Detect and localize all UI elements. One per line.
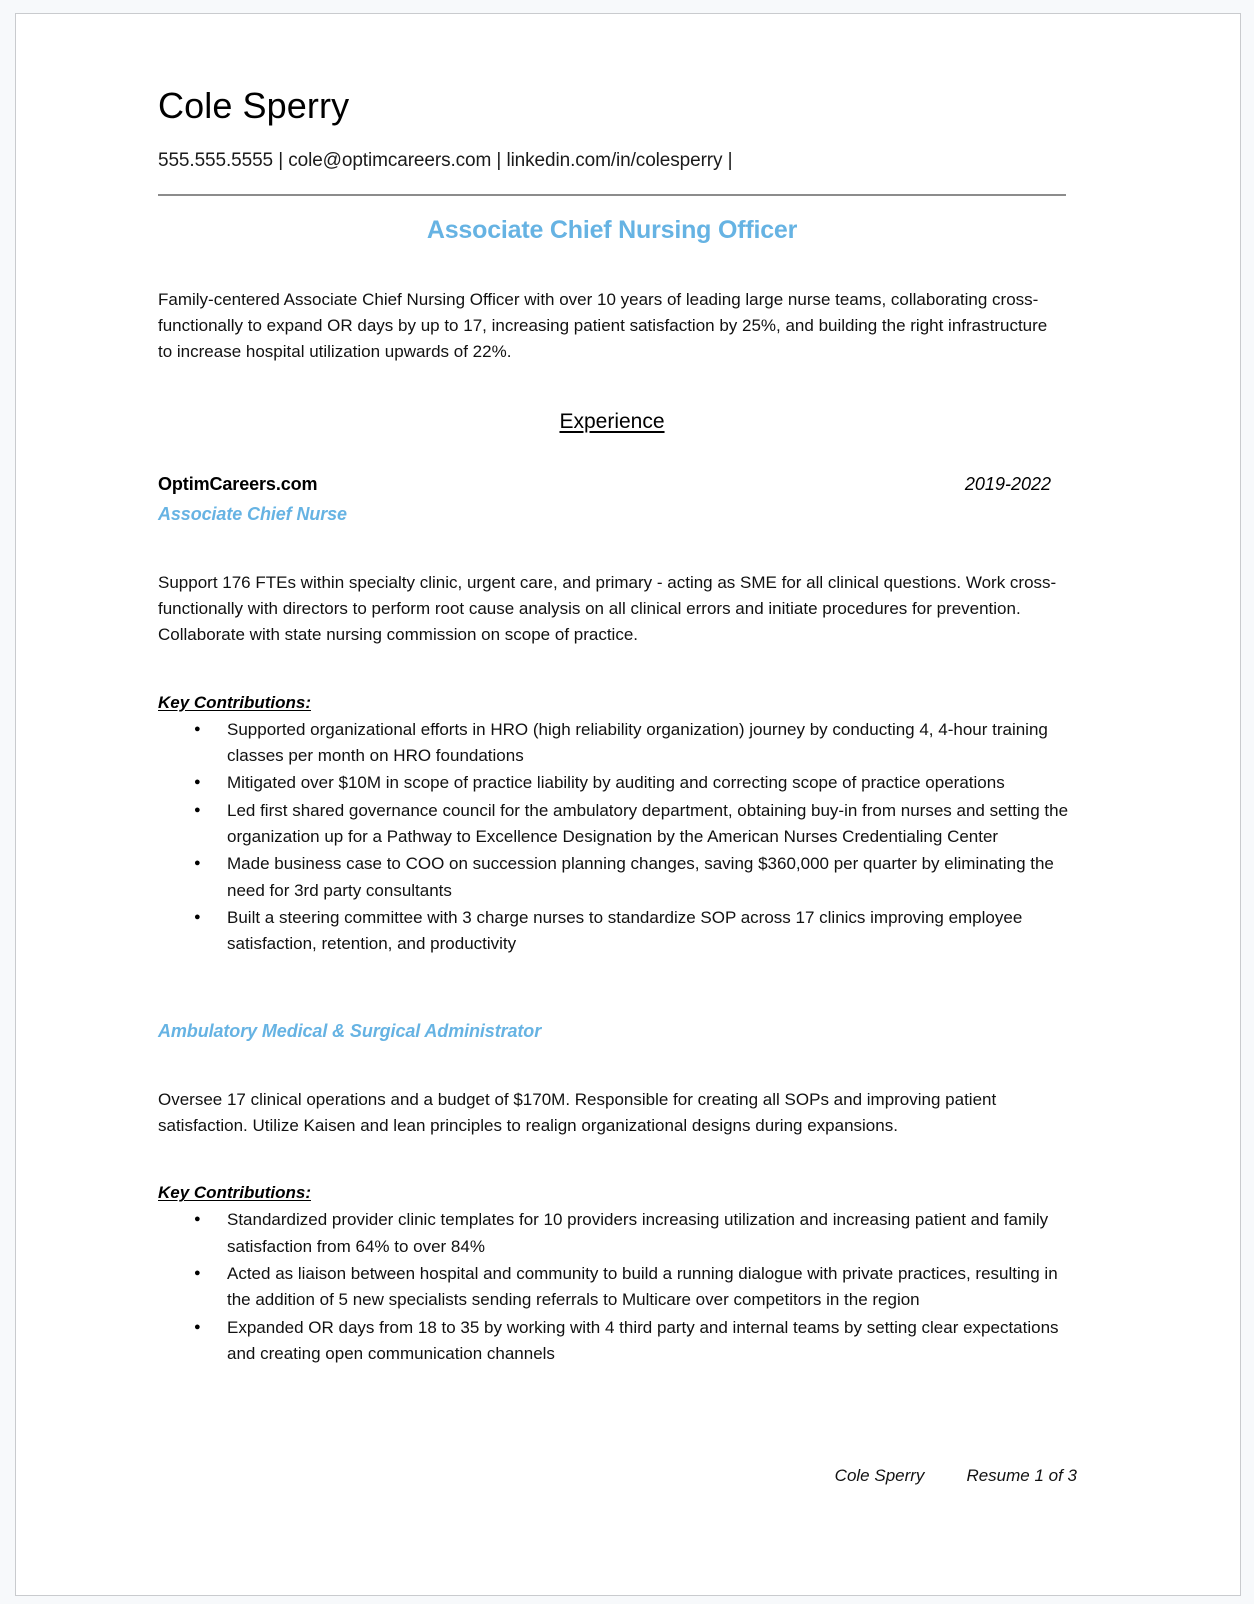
job-description: Oversee 17 clinical operations and a budget of $170M. Responsible for creating all SOPs and improving patient satisfaction. Utilize Kaisen and lean principles to realign organizational designs during expansions.	[158, 1089, 997, 1136]
page-footer	[16, 1466, 1242, 1486]
target-job-title: Associate Chief Nursing Officer	[426, 215, 798, 244]
section-spacer	[158, 959, 1078, 1003]
section-heading-experience: Experience	[559, 409, 665, 433]
list-item: ● Led first shared governance council for the ambulatory department, obtaining buy-in from nurses and setting the organization up for a Pathway to Excellence Designation by the American Nurses Credentialing Center	[194, 798, 1078, 851]
job-entry	[158, 1003, 1066, 1368]
job-dates: 2019-2022	[964, 473, 1051, 494]
candidate-name: Cole Sperry	[158, 85, 350, 126]
job-company: OptimCareers.com	[158, 473, 318, 494]
job-title: Associate Chief Nurse	[158, 503, 347, 524]
key-contributions-list	[158, 717, 1078, 958]
footer-page-label: Resume 1 of 3	[966, 1466, 1077, 1485]
list-item: ● Supported organizational efforts in HRO (high reliability organization) journey by conducting 4, 4-hour training classes per month on HRO foundations	[194, 717, 1078, 770]
key-contributions-label: Key Contributions:	[158, 692, 311, 712]
resume-content	[158, 14, 1078, 1369]
list-item: ● Standardized provider clinic templates for 10 providers increasing utilization and increasing patient and family satisfaction from 64% to over 84%	[194, 1207, 1078, 1260]
job-title: Ambulatory Medical & Surgical Administrator	[158, 1020, 542, 1041]
resume-page	[15, 13, 1241, 1596]
footer-name: Cole Sperry	[834, 1466, 925, 1485]
job-header-line	[158, 474, 1051, 495]
list-item: ● Mitigated over $10M in scope of practice liability by auditing and correcting scope of practice operations	[194, 770, 1078, 796]
contact-line: 555.555.5555 | cole@optimcareers.com | linkedin.com/in/colesperry |	[158, 149, 733, 171]
list-item: ● Made business case to COO on succession planning changes, saving $360,000 per quarter by eliminating the need for 3rd party consultants	[194, 851, 1078, 904]
professional-summary: Family-centered Associate Chief Nursing Officer with over 10 years of leading large nurse teams, collaborating cross-functionally to expand OR days by up to 17, increasing patient satisfaction by 25%, and building the right infrastructure to increase hospital utilization upwards of 22%.	[158, 289, 1048, 362]
list-item: ● Expanded OR days from 18 to 35 by working with 4 third party and internal teams by setting clear expectations and creating open communication channels	[194, 1315, 1078, 1368]
job-entry	[158, 434, 1069, 958]
job-description: Support 176 FTEs within specialty clinic, urgent care, and primary - acting as SME for all clinical questions. Work cross-functionally with directors to perform root cause analysis on all clinical errors and initiate procedures for prevention. Collaborate with state nursing commission on scope of practice.	[158, 572, 1057, 645]
list-item: ● Built a steering committee with 3 charge nurses to standardize SOP across 17 clinics improving employee satisfaction, retention, and productivity	[194, 905, 1078, 958]
key-contributions-list	[158, 1207, 1078, 1367]
list-item: ● Acted as liaison between hospital and community to build a running dialogue with private practices, resulting in the addition of 5 new specialists sending referrals to Multicare over competitors in the region	[194, 1261, 1078, 1314]
key-contributions-label: Key Contributions:	[158, 1183, 311, 1203]
